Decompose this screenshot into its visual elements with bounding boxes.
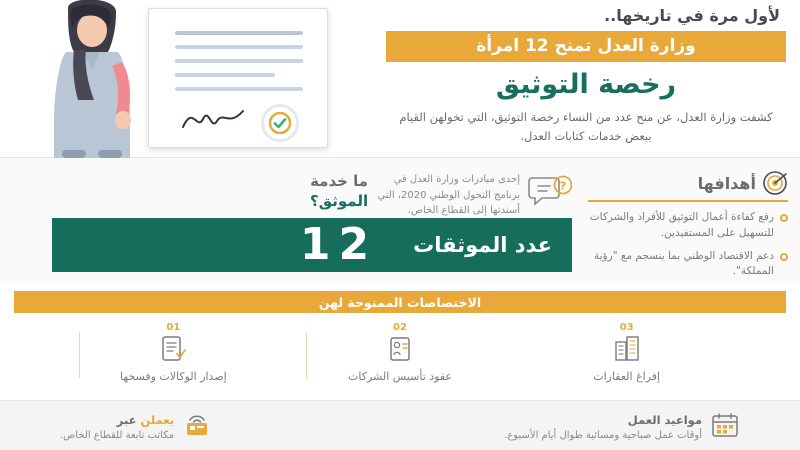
check-circle-icon xyxy=(261,104,299,142)
hero-text-block xyxy=(386,6,786,146)
work-through-title xyxy=(117,413,174,427)
work-hours-text: أوقات عمل صباحية ومسائية طوال أيام الأسبوع. xyxy=(504,430,702,441)
competency-number: 02 xyxy=(393,322,407,333)
footer-section xyxy=(0,400,800,450)
list-item xyxy=(588,249,788,281)
competency-label: إصدار الوكالات وفسخها xyxy=(119,370,227,383)
competencies-list xyxy=(0,322,800,394)
work-through-text: مكاتب تابعة للقطاع الخاص. xyxy=(60,430,175,441)
what-is-title-line2: الموثق؟ xyxy=(310,191,369,210)
what-is-block xyxy=(310,172,572,219)
competency-number: 01 xyxy=(166,322,181,333)
hero-banner: وزارة العدل تمنح 12 امرأة xyxy=(386,31,786,62)
what-is-title-line1: ما خدمة xyxy=(310,172,369,190)
goal-text: رفع كفاءة أعمال التوثيق للأفراد والشركات للتسهيل على المستفيدين. xyxy=(589,211,774,239)
svg-text:?: ? xyxy=(559,179,567,193)
signature-icon xyxy=(179,101,249,135)
list-item xyxy=(310,322,490,383)
building-icon xyxy=(537,334,717,364)
goal-text: دعم الاقتصاد الوطني بما ينسجم مع "رؤية المملكة". xyxy=(594,249,774,278)
competency-number: 03 xyxy=(619,322,634,333)
work-hours-title: مواعيد العمل xyxy=(627,413,702,427)
page-title: رخصة التوثيق xyxy=(495,69,677,100)
work-through-block xyxy=(60,409,212,441)
bullet-icon xyxy=(780,253,788,261)
goals-title: أهدافها xyxy=(697,173,756,193)
list-item xyxy=(83,322,263,383)
network-icon xyxy=(182,411,212,439)
what-is-title xyxy=(310,172,368,211)
target-icon xyxy=(762,170,788,196)
contract-handshake-icon xyxy=(310,334,490,364)
hero-body-text: كشفت وزارة العدل، عن منح عدد من النساء رخصة التوثيق، التي تخولهن القيام ببعض خدمات كتابات العدل. xyxy=(399,110,773,143)
list-item xyxy=(537,322,717,383)
doc-text-line xyxy=(175,59,303,63)
doc-text-line xyxy=(175,73,275,77)
competency-label: عقود تأسيس الشركات xyxy=(348,370,452,383)
document-icon xyxy=(148,8,328,148)
counter-value: 12 xyxy=(299,219,378,270)
counter-banner xyxy=(52,218,572,272)
competency-label: إفراغ العقارات xyxy=(593,370,661,383)
work-hours-block xyxy=(504,409,740,441)
what-is-body: إحدى مبادرات وزارة العدل في برنامج التحول الوطني 2020، التي أسندتها إلى القطاع الخاص. xyxy=(377,174,520,216)
woman-illustration xyxy=(38,0,148,158)
hero-section xyxy=(0,0,800,158)
divider xyxy=(79,332,80,378)
bullet-icon xyxy=(780,214,788,222)
calendar-icon xyxy=(710,411,740,439)
divider xyxy=(306,332,307,378)
list-item xyxy=(588,210,788,242)
doc-text-line xyxy=(175,31,303,35)
goals-header xyxy=(588,170,788,202)
goals-block xyxy=(588,170,788,287)
work-through-title-rest: عبر xyxy=(116,413,137,427)
document-list-icon xyxy=(83,334,263,364)
counter-label: عدد الموثقات xyxy=(413,233,552,257)
doc-text-line xyxy=(175,87,303,91)
competencies-bar-title: الاختصاصات الممنوحة لهن xyxy=(14,291,786,313)
question-bubble-icon xyxy=(528,174,572,214)
work-through-title-highlight: يعملن xyxy=(140,413,175,427)
middle-section xyxy=(0,158,800,283)
hero-kicker: لأول مرة في تاريخها.. xyxy=(604,6,780,25)
doc-text-line xyxy=(175,45,303,49)
